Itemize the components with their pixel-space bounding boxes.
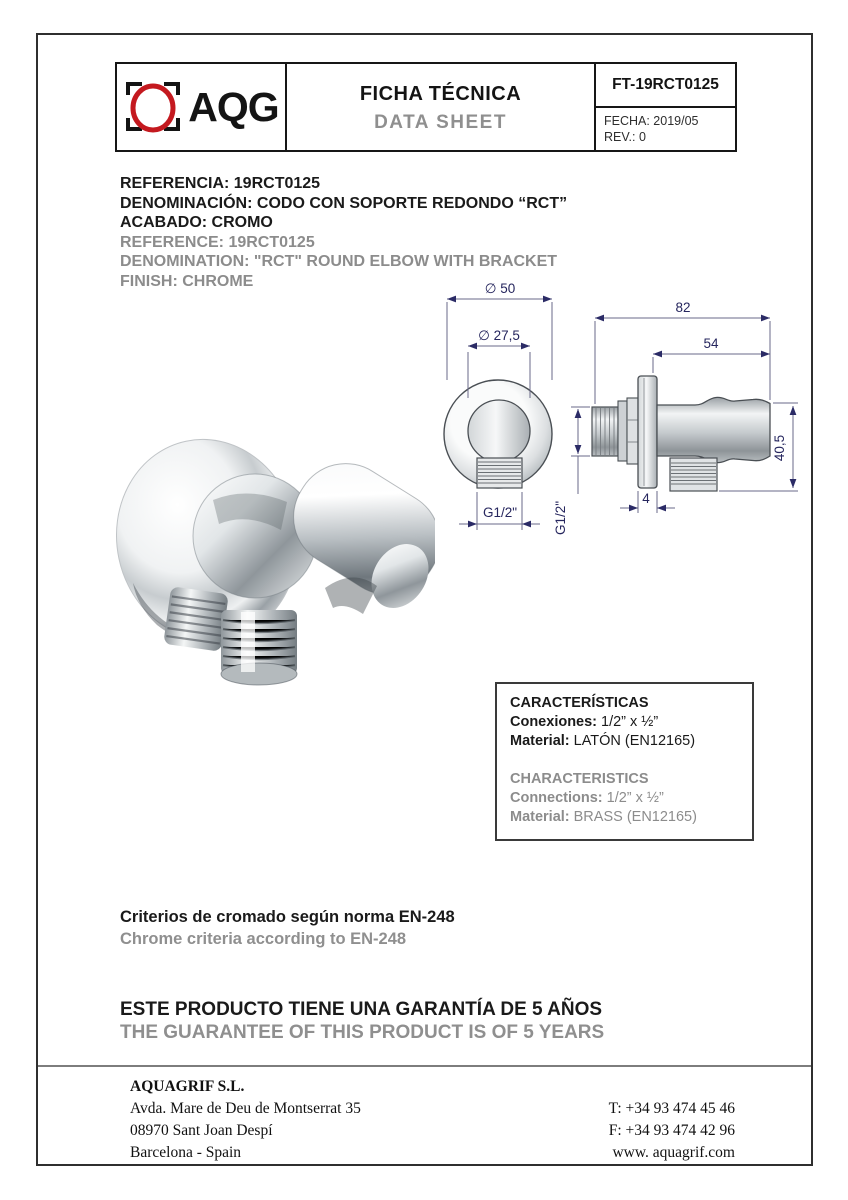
chrome-criteria-es: Criterios de cromado según norma EN-248 [120, 908, 455, 926]
document-revision: REV.: 0 [604, 130, 646, 144]
material-value-es: LATÓN (EN12165) [573, 733, 696, 749]
product-denomination-en: DENOMINATION: "RCT" ROUND ELBOW WITH BRACKET [120, 253, 558, 270]
sheet-title-en: DATA SHEET [374, 112, 507, 133]
product-finish-en: FINISH: CHROME [120, 272, 254, 290]
dim-total-depth: 82 [675, 300, 691, 315]
product-finish-es: ACABADO: CROMO [120, 214, 273, 231]
chrome-criteria-en: Chrome criteria according to EN-248 [120, 930, 407, 948]
guarantee [120, 998, 604, 1044]
brand-logo [117, 64, 287, 150]
connections-label-es: Conexiones: [510, 714, 598, 730]
sheet-title [287, 64, 596, 150]
product-reference-en: REFERENCE: 19RCT0125 [120, 233, 315, 251]
company-address-line3: Barcelona - Spain [130, 1144, 242, 1161]
characteristics-connections-en [510, 789, 739, 808]
characteristics-title-en: CHARACTERISTICS [510, 771, 649, 787]
product-reference-es: REFERENCIA: 19RCT0125 [120, 175, 321, 192]
document-reference: FT-19RCT0125 [596, 64, 735, 108]
chrome-criteria [120, 906, 455, 950]
characteristics-box [495, 682, 754, 841]
connections-value-es: 1/2” x ½” [601, 714, 659, 730]
document-date: FECHA: 2019/05 [604, 114, 699, 128]
dim-body-depth: 54 [703, 336, 719, 351]
logo-text: AQG [188, 83, 279, 130]
characteristics-material-en [510, 808, 739, 827]
front-view [444, 380, 552, 488]
company-phone: T: +34 93 474 45 46 [608, 1100, 735, 1117]
connections-label-en: Connections: [510, 790, 603, 806]
company-name: AQUAGRIF S.L. [130, 1078, 245, 1095]
company-fax: F: +34 93 474 42 96 [608, 1122, 735, 1139]
material-value-en: BRASS (EN12165) [573, 809, 697, 825]
document-meta [596, 108, 735, 150]
characteristics-title-es: CARACTERÍSTICAS [510, 695, 649, 711]
characteristics-material-es [510, 732, 739, 751]
company-website: www. aquagrif.com [612, 1144, 735, 1161]
dim-side-thread: G1/2" [553, 500, 568, 536]
guarantee-es: ESTE PRODUCTO TIENE UNA GARANTÍA DE 5 AÑOS [120, 999, 603, 1020]
header-reference-cell [596, 64, 735, 150]
dim-height: 40,5 [772, 434, 787, 462]
dim-inner-diameter: ∅ 27,5 [478, 328, 520, 343]
product-photo [95, 418, 435, 703]
footer-contact-block [505, 1098, 735, 1164]
dim-front-thread: G1/2" [482, 505, 518, 520]
product-denomination-es: DENOMINACIÓN: CODO CON SOPORTE REDONDO “RCT” [120, 194, 568, 212]
company-address-line1: Avda. Mare de Deu de Montserrat 35 [130, 1100, 361, 1117]
characteristics-connections-es [510, 713, 739, 732]
logo-viewfinder-circle-icon [123, 78, 183, 136]
guarantee-en: THE GUARANTEE OF THIS PRODUCT IS OF 5 YEARS [120, 1022, 605, 1043]
footer-company-block [130, 1076, 361, 1164]
dim-plate-thickness: 4 [642, 491, 650, 506]
material-label-es: Material: [510, 733, 570, 749]
material-label-en: Material: [510, 809, 570, 825]
side-view [592, 376, 770, 491]
connections-value-en: 1/2” x ½” [606, 790, 664, 806]
footer-divider [38, 1065, 811, 1067]
dim-outer-diameter: ∅ 50 [484, 281, 516, 296]
sheet-title-es: FICHA TÉCNICA [359, 83, 522, 105]
technical-drawing [413, 272, 813, 567]
header [115, 62, 737, 152]
company-address-line2: 08970 Sant Joan Despí [130, 1122, 273, 1139]
